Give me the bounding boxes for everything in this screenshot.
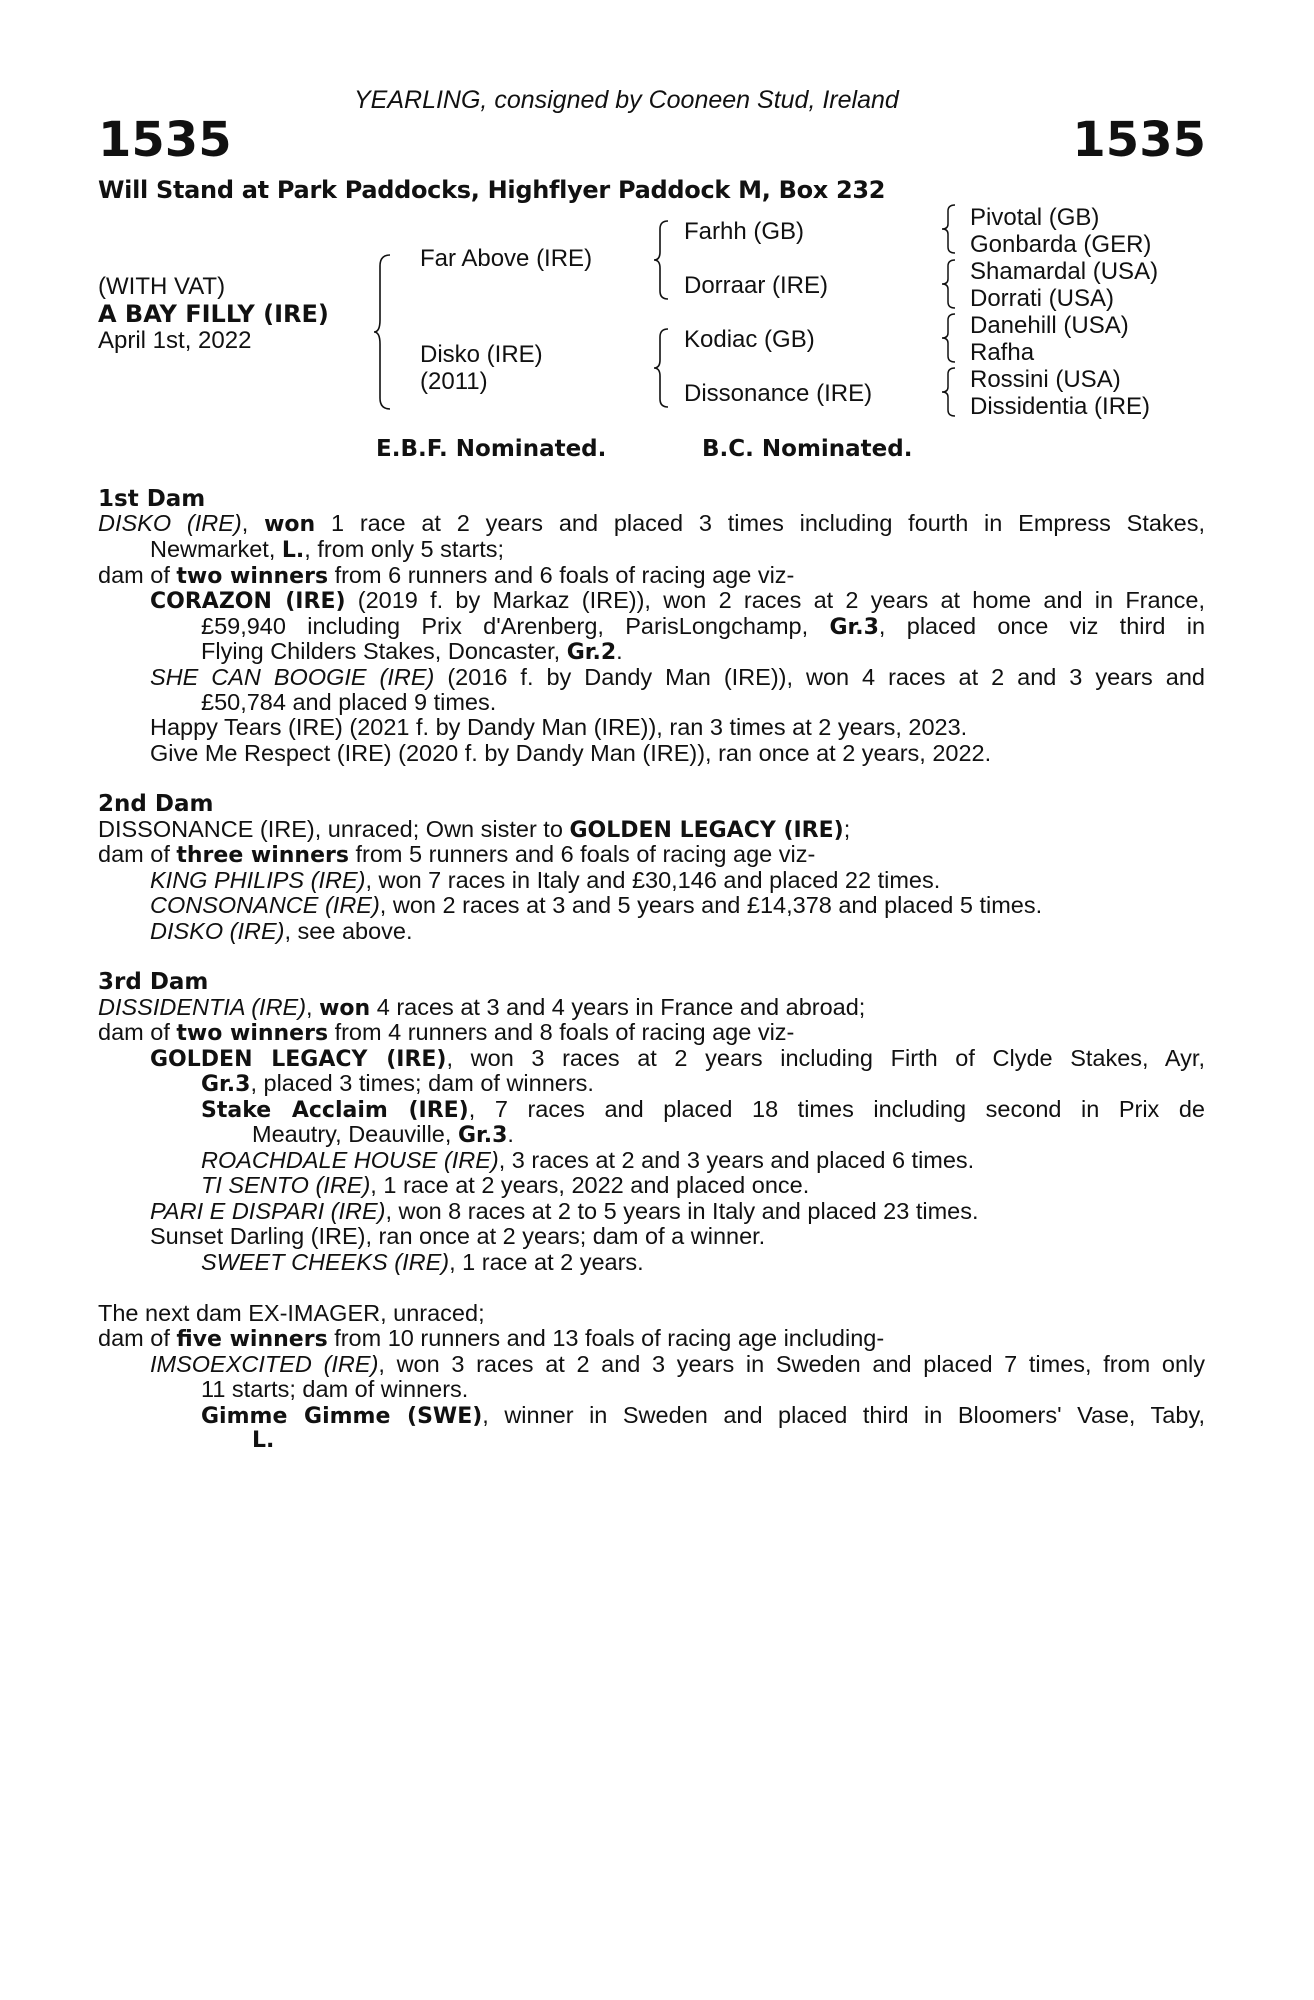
third-dam-line-6: Meautry, Deauville, Gr.3.	[252, 1121, 514, 1148]
second-dam-line-2: dam of three winners from 5 runners and 6 foals of racing age viz-	[98, 841, 816, 868]
third-dam-line-10: Sunset Darling (IRE), ran once at 2 years; dam of a winner.	[150, 1223, 766, 1249]
granddam-2: Dorrati (USA)	[970, 285, 1115, 312]
second-dam-line-1: DISSONANCE (IRE), unraced; Own sister to GOLDEN LEGACY (IRE);	[98, 816, 851, 843]
third-dam-heading: 3rd Dam	[98, 969, 209, 995]
ebf-nomination: E.B.F. Nominated.	[376, 436, 607, 462]
third-dam-line-9: PARI E DISPARI (IRE), won 8 races at 2 to 5 years in Italy and placed 23 times.	[150, 1198, 979, 1224]
next-dam-line-5: Gimme Gimme (SWE), winner in Sweden and placed third in Bloomers' Vase, Taby,	[201, 1402, 1205, 1429]
third-dam-line-5: Stake Acclaim (IRE), 7 races and placed 18 times including second in Prix de	[201, 1096, 1205, 1123]
second-dam-heading: 2nd Dam	[98, 791, 214, 817]
sire-of-sire: Farhh (GB)	[684, 218, 805, 245]
brace-g3-1	[940, 203, 960, 255]
vat-note: (WITH VAT)	[98, 273, 226, 300]
first-dam-line-2: Newmarket, L., from only 5 starts;	[150, 536, 505, 563]
grandsire-1: Pivotal (GB)	[970, 204, 1100, 231]
stand-location: Will Stand at Park Paddocks, Highflyer Paddock M, Box 232	[98, 176, 886, 204]
third-dam-line-2: dam of two winners from 4 runners and 8 foals of racing age viz-	[98, 1019, 795, 1046]
first-dam-line-8: £50,784 and placed 9 times.	[201, 689, 497, 715]
granddam-3: Rafha	[970, 339, 1035, 366]
consignment-line: YEARLING, consigned by Cooneen Stud, Ireland	[354, 86, 899, 114]
first-dam-line-3: dam of two winners from 6 runners and 6 foals of racing age viz-	[98, 562, 795, 589]
second-dam-line-5: DISKO (IRE), see above.	[150, 918, 413, 944]
second-dam-line-3: KING PHILIPS (IRE), won 7 races in Italy and £30,146 and placed 22 times.	[150, 867, 941, 893]
dam: Disko (IRE)	[420, 341, 543, 368]
brace-first-generation	[372, 252, 398, 412]
brace-g3-3	[940, 312, 960, 364]
first-dam-line-1: DISKO (IRE), won 1 race at 2 years and placed 3 times including fourth in Empress Stakes,	[98, 510, 1206, 537]
bc-nomination: B.C. Nominated.	[702, 436, 913, 462]
foaling-date: April 1st, 2022	[98, 327, 252, 354]
dam-of-sire: Dorraar (IRE)	[684, 272, 829, 299]
first-dam-line-5: £59,940 including Prix d'Arenberg, ParisLongchamp, Gr.3, placed once viz third in	[201, 613, 1206, 640]
next-dam-line-4: 11 starts; dam of winners.	[201, 1376, 469, 1402]
third-dam-line-4: Gr.3, placed 3 times; dam of winners.	[201, 1070, 594, 1097]
first-dam-line-9: Happy Tears (IRE) (2021 f. by Dandy Man (IRE)), ran 3 times at 2 years, 2023.	[150, 714, 968, 740]
brace-sire-line	[652, 218, 674, 302]
lot-name: A BAY FILLY (IRE)	[98, 300, 329, 328]
lot-number-left: 1535	[98, 112, 232, 168]
third-dam-line-7: ROACHDALE HOUSE (IRE), 3 races at 2 and 3 years and placed 6 times.	[201, 1147, 975, 1173]
first-dam-heading: 1st Dam	[98, 486, 206, 512]
granddam-1: Gonbarda (GER)	[970, 231, 1152, 258]
third-dam-line-8: TI SENTO (IRE), 1 race at 2 years, 2022 and placed once.	[201, 1172, 810, 1198]
third-dam-line-3: GOLDEN LEGACY (IRE), won 3 races at 2 years including Firth of Clyde Stakes, Ayr,	[150, 1045, 1205, 1072]
first-dam-line-7: SHE CAN BOOGIE (IRE) (2016 f. by Dandy Man (IRE)), won 4 races at 2 and 3 years and	[150, 664, 1205, 690]
next-dam-line-1: The next dam EX-IMAGER, unraced;	[98, 1300, 485, 1326]
dam-year: (2011)	[420, 368, 488, 395]
next-dam-line-3: IMSOEXCITED (IRE), won 3 races at 2 and 3 years in Sweden and placed 7 times, from only	[150, 1351, 1205, 1377]
sire-of-dam: Kodiac (GB)	[684, 326, 815, 353]
grandsire-3: Danehill (USA)	[970, 312, 1129, 339]
granddam-4: Dissidentia (IRE)	[970, 393, 1151, 420]
first-dam-line-6: Flying Childers Stakes, Doncaster, Gr.2.	[201, 638, 623, 665]
first-dam-line-4: CORAZON (IRE) (2019 f. by Markaz (IRE)), won 2 races at 2 years at home and in France,	[150, 587, 1205, 614]
first-dam-line-10: Give Me Respect (IRE) (2020 f. by Dandy Man (IRE)), ran once at 2 years, 2022.	[150, 740, 992, 766]
lot-number-right: 1535	[1072, 112, 1206, 168]
grandsire-4: Rossini (USA)	[970, 366, 1121, 393]
next-dam-line-2: dam of five winners from 10 runners and 13 foals of racing age including-	[98, 1325, 885, 1352]
sire: Far Above (IRE)	[420, 245, 593, 272]
grandsire-2: Shamardal (USA)	[970, 258, 1159, 285]
dam-of-dam: Dissonance (IRE)	[684, 380, 873, 407]
brace-g3-2	[940, 258, 960, 310]
second-dam-line-4: CONSONANCE (IRE), won 2 races at 3 and 5 years and £14,378 and placed 5 times.	[150, 892, 1043, 918]
third-dam-line-1: DISSIDENTIA (IRE), won 4 races at 3 and 4 years in France and abroad;	[98, 994, 866, 1021]
third-dam-line-11: SWEET CHEEKS (IRE), 1 race at 2 years.	[201, 1249, 644, 1275]
brace-dam-line	[652, 326, 674, 410]
next-dam-line-6: L.	[252, 1428, 275, 1453]
brace-g3-4	[940, 366, 960, 418]
